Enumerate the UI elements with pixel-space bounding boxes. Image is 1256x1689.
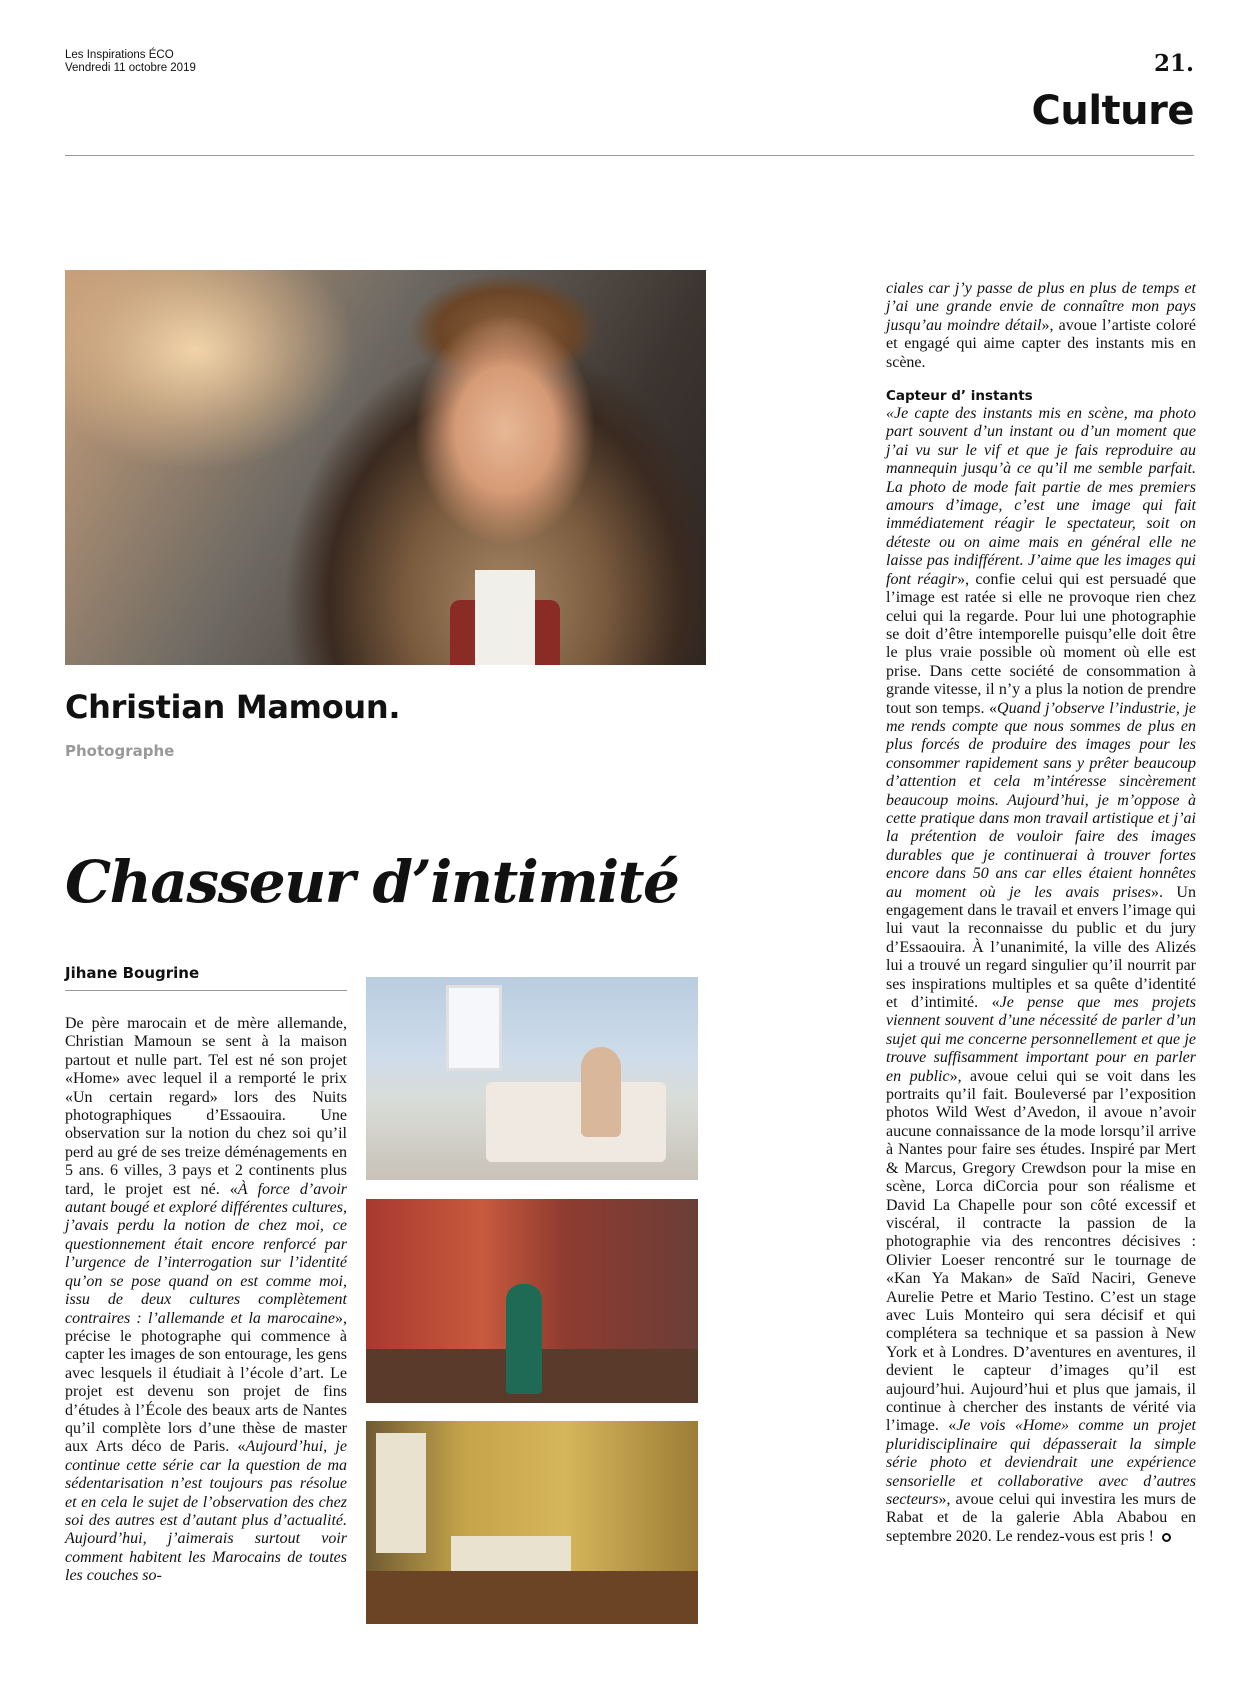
home-photo-room-yellow [366, 1421, 698, 1624]
quote-run: Quand j’observe l’industrie, je me rends compte que nous sommes de plus en plus forcés de produire des images pour les consommer rapidement sans y prêter beaucoup d’attention et cela m’intéresse sincèrement beaucoup moins. Aujourd’hui, je m’oppose à cette pratique dans mon travail artistique et j’ai la prétention de vouloir faire des images durables que je continuerai à trouver fortes encore dans 50 ans car elles étaient honnêtes au moment où je les avais prises [886, 699, 1196, 901]
article-paragraph [886, 405, 1196, 1546]
section-title: Culture [1031, 88, 1194, 134]
photo-person-shape [581, 1047, 621, 1137]
photo-bed-shape [486, 1082, 666, 1162]
home-photo-room-red [366, 1199, 698, 1403]
photo-person-shape [506, 1284, 542, 1394]
text-run: », avoue celui qui investira les murs de Rabat et de la galerie Abla Ababou en septembre 2020. Le rendez-vous est pris ! [886, 1491, 1196, 1545]
text-run: De père marocain et de mère allemande, Christian Mamoun se sent à la maison partout et nulle part. Tel est né son projet «Home» avec lequel il a remporté le prix «Un certain regard» lors des Nuits photographiques d’Essaouira. Une observation sur la notion du chez soi qu’il perd au gré de ses treize déménagements en 5 ans. 6 villes, 3 pays et 2 continents plus tard, le projet est né. « [65, 1015, 347, 1198]
text-run: ». Un engagement dans le travail et envers l’image qui lui vaut la reconnaisse du public et du jury d’Essaouira. À l’unanimité, la ville des Alizés lui a trouvé un regard singulier qu’il nourrit par ses inspirations multiples et sa quête d’identité et d’intimité. « [886, 883, 1196, 1012]
masthead [65, 49, 196, 75]
text-run: », confie celui qui est persuadé que l’image est ratée si elle ne provoque rien chez celui qui la regarde. Pour lui une photographie se doit d’être intemporelle puisqu’elle doit être le plus vraie possible où moment où elle est prise. Dans cette société de consommation à grande vitesse, il n’y a plus la notion de prendre tout son temps. « [886, 570, 1196, 717]
article-paragraph [65, 1015, 347, 1586]
text-run: », avoue celui qui se voit dans les portraits qu’il fait. Bouleversé par l’exposition photos Wild West d’Avedon, il avoue n’avoir aucune connaissance de la mode lorsqu’il arrive à Nantes pour faire ses études. Inspiré par Mert & Marcus, Gregory Crewdson pour la mise en scène, Lorca diCorcia pour son réalisme et David La Chapelle pour son côté excessif et viscéral, il contracte la passion de la photographie via des rencontres décisives : Olivier Loeser rencontré sur le tournage de «Kan Ya Makan» de Saïd Naciri, Geneve Aurelie Petre et Mario Testino. C’est un stage avec Luis Monteiro qui sera décisif et qui complétera sa technique et sa passion à New York et à Londres. D’aventures en aventures, il devient le capteur d’images qu’il est aujourd’hui. Aujourd’hui et plus que jamais, il continue à chercher des instants de vérité via l’image. « [886, 1067, 1197, 1435]
quote-run: Je pense que mes projets viennent souvent d’une nécessité de parler d’un sujet qui me concerne personnellement et que je trouve suffisamment important pour en parler en public [886, 994, 1196, 1085]
end-of-article-icon [1162, 1533, 1171, 1542]
photo-bed-shape [451, 1536, 571, 1571]
page-number: 21. [1153, 50, 1194, 77]
quote-run: «Je capte des instants mis en scène, ma photo part souvent d’un instant ou d’un moment que j’ai vu sur le vif et que je fais reproduire au mannequin jusqu’à ce qu’il me semble parfait. La photo de mode fait partie de mes premiers amours d’image, c’est une image qui fait immédiatement réagir le spectateur, soit on déteste ou on aime mais en général elle ne laisse pas indifférent. J’aime que les images qui font réagir [886, 405, 1196, 588]
author-divider [65, 990, 347, 991]
quote-run: Je vois «Home» comme un projet pluridisciplinaire qui dépasserait la simple série photo et deviendrait une expérience sensorielle et collaborative avec d’autres secteurs [886, 1417, 1196, 1508]
quote-run: Aujourd’hui, je continue cette série car la question de ma sédentarisation n’est toujours pas résolue et en cela le sujet de l’observation des chez soi des autres est d’autant plus d’actualité. Aujourd’hui, j’aimerais surtout voir comment habitent les Marocains de toutes les couches so- [65, 1438, 348, 1585]
article-author: Jihane Bougrine [65, 964, 200, 982]
publication-name: Les Inspirations ÉCO [65, 49, 174, 61]
article-column-left [65, 1015, 347, 1586]
home-photo-bedroom-blue [366, 977, 698, 1180]
text-run: », précise le photographe qui commence à capter les images de son entourage, les gens avec lesquels il étudiait à l’école d’art. Le projet est devenu son projet de fins d’études à l’École des beaux arts de Nantes qu’il complète lors d’une thèse de master aux Arts déco de Paris. « [65, 1309, 347, 1456]
photo-window-shape [376, 1433, 426, 1553]
portrait-shirt-shape [475, 570, 535, 665]
article-column-right [886, 280, 1196, 1546]
quote-run: À force d’avoir autant bougé et exploré différentes cultures, j’avais perdu la notion de chez moi, ce questionnement était encore renforcé par l’urgence de l’interrogation sur l’identité qu’on se pose quand on est comme moi, issu de deux cultures complètement contraires : l’allemande et la marocaine [65, 1180, 347, 1327]
article-subheading: Capteur d’ instants [886, 388, 1033, 405]
article-headline: Chasseur d’intimité [65, 848, 679, 916]
portrait-photo [65, 270, 706, 665]
photo-window-shape [446, 985, 502, 1071]
portrait-caption-role: Photographe [65, 742, 175, 760]
quote-run: ciales car j’y passe de plus en plus de temps et j’ai une grande envie de connaître mon pays jusqu’au moindre détail [886, 280, 1196, 334]
portrait-caption-name: Christian Mamoun. [65, 688, 401, 726]
issue-date: Vendredi 11 octobre 2019 [65, 62, 196, 74]
header-divider [65, 155, 1194, 156]
text-run: », avoue l’artiste coloré et engagé qui aime capter des instants mis en scène. [886, 316, 1196, 371]
article-paragraph [886, 280, 1196, 372]
photo-floor-shape [366, 1571, 698, 1624]
